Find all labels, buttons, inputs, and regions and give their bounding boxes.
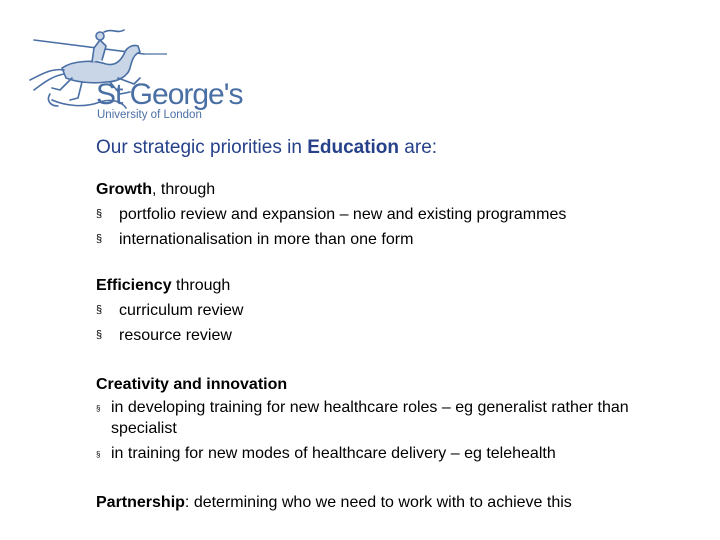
bullet-marker: § xyxy=(96,329,103,341)
bullet-marker: § xyxy=(96,208,103,220)
logo-wordmark: St George's xyxy=(96,78,243,111)
list-item: § in training for new modes of healthcare delivery – eg telehealth xyxy=(96,443,661,464)
section-efficiency xyxy=(96,273,676,348)
list-item: § resource review xyxy=(96,323,676,348)
list-item: § internationalisation in more than one form xyxy=(96,227,676,252)
heading-prefix: Our strategic priorities in xyxy=(96,137,308,158)
section-title: Growth, through xyxy=(96,181,216,198)
section-title: Creativity and innovation xyxy=(96,376,288,393)
heading-suffix: are: xyxy=(399,137,438,158)
section-growth xyxy=(96,177,676,252)
bullet-marker: § xyxy=(96,404,101,413)
list-item: § portfolio review and expansion – new and existing programmes xyxy=(96,202,676,227)
section-title: Partnership: determining who we need to work with to achieve this xyxy=(96,494,572,511)
page-heading xyxy=(96,137,437,159)
bullet-marker: § xyxy=(96,304,103,316)
section-creativity xyxy=(96,372,661,464)
list-item: § in developing training for new healthcare roles – eg generalist rather than specialist xyxy=(96,399,629,437)
section-title: Efficiency through xyxy=(96,277,231,294)
heading-emphasis: Education xyxy=(307,137,400,158)
bullet-marker: § xyxy=(96,233,103,245)
section-partnership xyxy=(96,490,696,515)
list-item: § curriculum review xyxy=(96,298,676,323)
bullet-marker: § xyxy=(96,450,101,459)
logo-subtitle: University of London xyxy=(97,109,202,121)
